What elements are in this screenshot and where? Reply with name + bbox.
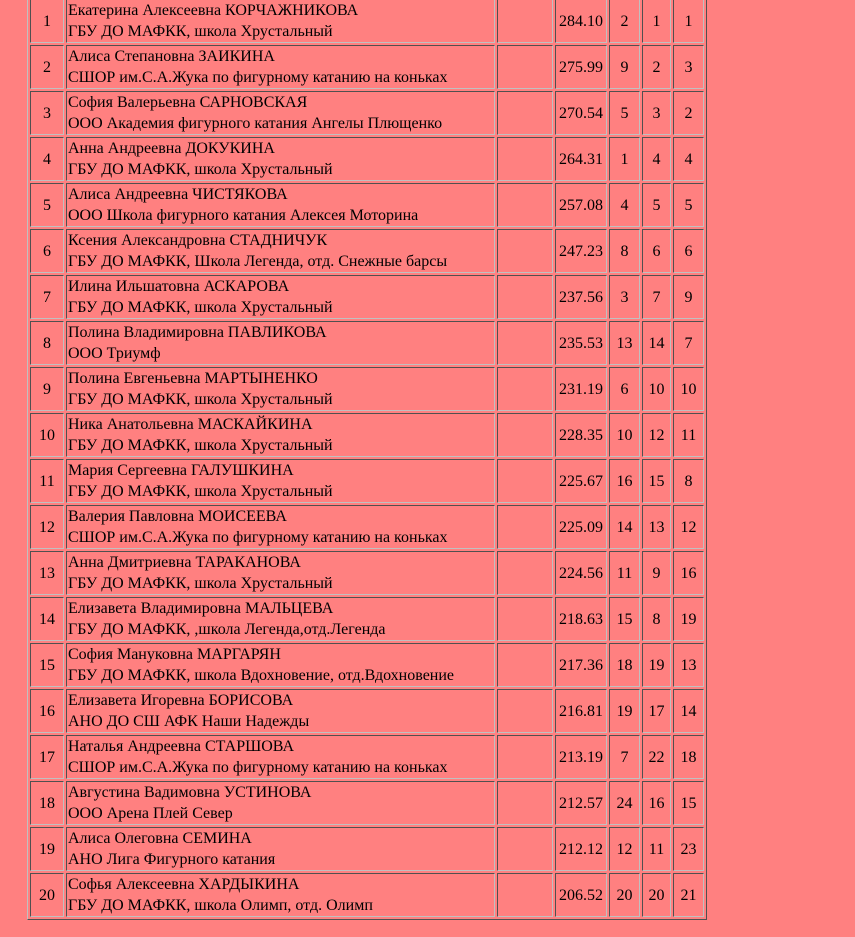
total-score-cell: 257.08 [555, 183, 607, 227]
athlete-club: ООО Арена Плей Север [68, 805, 233, 822]
table-row [30, 643, 704, 687]
place-cell: 15 [30, 643, 64, 687]
empty-cell [497, 367, 553, 411]
empty-cell [497, 137, 553, 181]
free-skate-rank-cell: 19 [642, 643, 671, 687]
table-row [30, 367, 704, 411]
table-row [30, 735, 704, 779]
free-skate-rank-cell: 5 [642, 183, 671, 227]
athlete-club: СШОР им.С.А.Жука по фигурному катанию на коньках [68, 759, 448, 776]
third-rank-cell: 4 [673, 137, 704, 181]
place-cell: 8 [30, 321, 64, 365]
athlete-name: Анна Андреевна ДОКУКИНА [68, 140, 275, 157]
free-skate-rank-cell: 13 [642, 505, 671, 549]
free-skate-rank-cell: 10 [642, 367, 671, 411]
empty-cell [497, 275, 553, 319]
total-score-cell: 237.56 [555, 275, 607, 319]
table-row [30, 781, 704, 825]
short-program-rank-cell: 15 [609, 597, 640, 641]
table-row [30, 0, 704, 43]
athlete-name: Наталья Андреевна СТАРШОВА [68, 738, 295, 755]
table-row [30, 459, 704, 503]
athlete-cell [66, 45, 495, 89]
table-row [30, 827, 704, 871]
total-score-cell: 206.52 [555, 873, 607, 917]
short-program-rank-cell: 7 [609, 735, 640, 779]
total-score-cell: 225.67 [555, 459, 607, 503]
third-rank-cell: 19 [673, 597, 704, 641]
table-row [30, 91, 704, 135]
athlete-name: Алиса Олеговна СЕМИНА [68, 830, 252, 847]
empty-cell [497, 505, 553, 549]
athlete-cell [66, 137, 495, 181]
athlete-name: Елизавета Игоревна БОРИСОВА [68, 692, 294, 709]
table-row [30, 689, 704, 733]
athlete-club: СШОР им.С.А.Жука по фигурному катанию на коньках [68, 529, 448, 546]
table-row [30, 275, 704, 319]
short-program-rank-cell: 1 [609, 137, 640, 181]
place-cell: 13 [30, 551, 64, 595]
short-program-rank-cell: 18 [609, 643, 640, 687]
athlete-club: АНО ДО СШ АФК Наши Надежды [68, 713, 310, 730]
athlete-cell [66, 0, 495, 43]
athlete-cell [66, 183, 495, 227]
free-skate-rank-cell: 6 [642, 229, 671, 273]
empty-cell [497, 413, 553, 457]
short-program-rank-cell: 2 [609, 0, 640, 43]
table-row [30, 551, 704, 595]
short-program-rank-cell: 10 [609, 413, 640, 457]
third-rank-cell: 18 [673, 735, 704, 779]
athlete-name: Елизавета Владимировна МАЛЬЦЕВА [68, 600, 334, 617]
empty-cell [497, 45, 553, 89]
athlete-cell [66, 459, 495, 503]
athlete-club: ГБУ ДО МАФКК, школа Хрустальный [68, 483, 333, 500]
athlete-cell [66, 735, 495, 779]
free-skate-rank-cell: 9 [642, 551, 671, 595]
total-score-cell: 212.57 [555, 781, 607, 825]
athlete-name: Анна Дмитриевна ТАРАКАНОВА [68, 554, 301, 571]
short-program-rank-cell: 14 [609, 505, 640, 549]
short-program-rank-cell: 16 [609, 459, 640, 503]
free-skate-rank-cell: 11 [642, 827, 671, 871]
total-score-cell: 264.31 [555, 137, 607, 181]
free-skate-rank-cell: 17 [642, 689, 671, 733]
free-skate-rank-cell: 4 [642, 137, 671, 181]
free-skate-rank-cell: 22 [642, 735, 671, 779]
third-rank-cell: 16 [673, 551, 704, 595]
place-cell: 9 [30, 367, 64, 411]
athlete-cell [66, 873, 495, 917]
place-cell: 18 [30, 781, 64, 825]
short-program-rank-cell: 3 [609, 275, 640, 319]
empty-cell [497, 827, 553, 871]
third-rank-cell: 12 [673, 505, 704, 549]
athlete-club: ГБУ ДО МАФКК, школа Хрустальный [68, 391, 333, 408]
empty-cell [497, 459, 553, 503]
athlete-club: ГБУ ДО МАФКК, школа Хрустальный [68, 161, 333, 178]
athlete-cell [66, 505, 495, 549]
free-skate-rank-cell: 12 [642, 413, 671, 457]
athlete-name: София Мануковна МАРГАРЯН [68, 646, 281, 663]
place-cell: 5 [30, 183, 64, 227]
athlete-club: ООО Академия фигурного катания Ангелы Плющенко [68, 115, 443, 132]
free-skate-rank-cell: 3 [642, 91, 671, 135]
athlete-club: ООО Триумф [68, 345, 161, 362]
athlete-name: Алиса Андреевна ЧИСТЯКОВА [68, 186, 288, 203]
results-body [30, 0, 704, 917]
athlete-club: ООО Школа фигурного катания Алексея Моторина [68, 207, 419, 224]
athlete-club: ГБУ ДО МАФКК, школа Хрустальный [68, 575, 333, 592]
athlete-name: Полина Владимировна ПАВЛИКОВА [68, 324, 327, 341]
athlete-name: Софья Алексеевна ХАРДЫКИНА [68, 876, 300, 893]
short-program-rank-cell: 13 [609, 321, 640, 365]
athlete-club: ГБУ ДО МАФКК, Школа Легенда, отд. Снежные барсы [68, 253, 448, 270]
short-program-rank-cell: 19 [609, 689, 640, 733]
empty-cell [497, 229, 553, 273]
total-score-cell: 218.63 [555, 597, 607, 641]
place-cell: 17 [30, 735, 64, 779]
place-cell: 7 [30, 275, 64, 319]
free-skate-rank-cell: 2 [642, 45, 671, 89]
athlete-cell [66, 643, 495, 687]
total-score-cell: 213.19 [555, 735, 607, 779]
place-cell: 12 [30, 505, 64, 549]
third-rank-cell: 14 [673, 689, 704, 733]
third-rank-cell: 7 [673, 321, 704, 365]
table-row [30, 505, 704, 549]
athlete-name: Екатерина Алексеевна КОРЧАЖНИКОВА [68, 2, 359, 19]
total-score-cell: 216.81 [555, 689, 607, 733]
empty-cell [497, 183, 553, 227]
place-cell: 2 [30, 45, 64, 89]
place-cell: 1 [30, 0, 64, 43]
empty-cell [497, 781, 553, 825]
short-program-rank-cell: 12 [609, 827, 640, 871]
athlete-cell [66, 229, 495, 273]
empty-cell [497, 735, 553, 779]
athlete-club: ГБУ ДО МАФКК, школа Хрустальный [68, 437, 333, 454]
place-cell: 11 [30, 459, 64, 503]
free-skate-rank-cell: 16 [642, 781, 671, 825]
short-program-rank-cell: 6 [609, 367, 640, 411]
athlete-cell [66, 275, 495, 319]
empty-cell [497, 551, 553, 595]
short-program-rank-cell: 4 [609, 183, 640, 227]
athlete-cell [66, 321, 495, 365]
short-program-rank-cell: 5 [609, 91, 640, 135]
athlete-cell [66, 781, 495, 825]
third-rank-cell: 5 [673, 183, 704, 227]
athlete-cell [66, 689, 495, 733]
third-rank-cell: 1 [673, 0, 704, 43]
total-score-cell: 224.56 [555, 551, 607, 595]
results-table [27, 0, 707, 920]
athlete-club: ГБУ ДО МАФКК, школа Хрустальный [68, 299, 333, 316]
total-score-cell: 247.23 [555, 229, 607, 273]
short-program-rank-cell: 11 [609, 551, 640, 595]
total-score-cell: 270.54 [555, 91, 607, 135]
total-score-cell: 284.10 [555, 0, 607, 43]
athlete-cell [66, 367, 495, 411]
athlete-name: Ксения Александровна СТАДНИЧУК [68, 232, 328, 249]
total-score-cell: 275.99 [555, 45, 607, 89]
athlete-name: Полина Евгеньевна МАРТЫНЕНКО [68, 370, 318, 387]
short-program-rank-cell: 9 [609, 45, 640, 89]
athlete-club: СШОР им.С.А.Жука по фигурному катанию на коньках [68, 69, 448, 86]
athlete-club: ГБУ ДО МАФКК, школа Вдохновение, отд.Вдохновение [68, 667, 455, 684]
empty-cell [497, 91, 553, 135]
athlete-name: Валерия Павловна МОИСЕЕВА [68, 508, 287, 525]
free-skate-rank-cell: 1 [642, 0, 671, 43]
athlete-cell [66, 91, 495, 135]
athlete-cell [66, 597, 495, 641]
third-rank-cell: 2 [673, 91, 704, 135]
place-cell: 14 [30, 597, 64, 641]
place-cell: 19 [30, 827, 64, 871]
table-row [30, 321, 704, 365]
place-cell: 3 [30, 91, 64, 135]
athlete-name: София Валерьевна САРНОВСКАЯ [68, 94, 308, 111]
place-cell: 16 [30, 689, 64, 733]
place-cell: 6 [30, 229, 64, 273]
empty-cell [497, 689, 553, 733]
table-row [30, 873, 704, 917]
total-score-cell: 217.36 [555, 643, 607, 687]
third-rank-cell: 11 [673, 413, 704, 457]
table-row [30, 45, 704, 89]
third-rank-cell: 3 [673, 45, 704, 89]
table-row [30, 597, 704, 641]
athlete-name: Мария Сергеевна ГАЛУШКИНА [68, 462, 294, 479]
total-score-cell: 235.53 [555, 321, 607, 365]
third-rank-cell: 8 [673, 459, 704, 503]
short-program-rank-cell: 8 [609, 229, 640, 273]
athlete-cell [66, 413, 495, 457]
third-rank-cell: 9 [673, 275, 704, 319]
third-rank-cell: 13 [673, 643, 704, 687]
athlete-name: Августина Вадимовна УСТИНОВА [68, 784, 312, 801]
athlete-name: Илина Ильшатовна АСКАРОВА [68, 278, 290, 295]
third-rank-cell: 6 [673, 229, 704, 273]
free-skate-rank-cell: 20 [642, 873, 671, 917]
athlete-cell [66, 827, 495, 871]
athlete-club: АНО Лига Фигурного катания [68, 851, 276, 868]
place-cell: 10 [30, 413, 64, 457]
place-cell: 4 [30, 137, 64, 181]
empty-cell [497, 321, 553, 365]
third-rank-cell: 23 [673, 827, 704, 871]
table-row [30, 137, 704, 181]
athlete-club: ГБУ ДО МАФКК, ,школа Легенда,отд.Легенда [68, 621, 386, 638]
free-skate-rank-cell: 15 [642, 459, 671, 503]
athlete-name: Алиса Степановна ЗАИКИНА [68, 48, 275, 65]
table-row [30, 183, 704, 227]
free-skate-rank-cell: 14 [642, 321, 671, 365]
table-row [30, 413, 704, 457]
empty-cell [497, 597, 553, 641]
total-score-cell: 225.09 [555, 505, 607, 549]
free-skate-rank-cell: 8 [642, 597, 671, 641]
third-rank-cell: 21 [673, 873, 704, 917]
total-score-cell: 212.12 [555, 827, 607, 871]
total-score-cell: 231.19 [555, 367, 607, 411]
empty-cell [497, 643, 553, 687]
table-row [30, 229, 704, 273]
short-program-rank-cell: 20 [609, 873, 640, 917]
third-rank-cell: 10 [673, 367, 704, 411]
empty-cell [497, 0, 553, 43]
free-skate-rank-cell: 7 [642, 275, 671, 319]
short-program-rank-cell: 24 [609, 781, 640, 825]
athlete-club: ГБУ ДО МАФКК, школа Хрустальный [68, 23, 333, 40]
athlete-name: Ника Анатольевна МАСКАЙКИНА [68, 416, 313, 433]
total-score-cell: 228.35 [555, 413, 607, 457]
empty-cell [497, 873, 553, 917]
third-rank-cell: 15 [673, 781, 704, 825]
athlete-cell [66, 551, 495, 595]
place-cell: 20 [30, 873, 64, 917]
athlete-club: ГБУ ДО МАФКК, школа Олимп, отд. Олимп [68, 897, 373, 914]
